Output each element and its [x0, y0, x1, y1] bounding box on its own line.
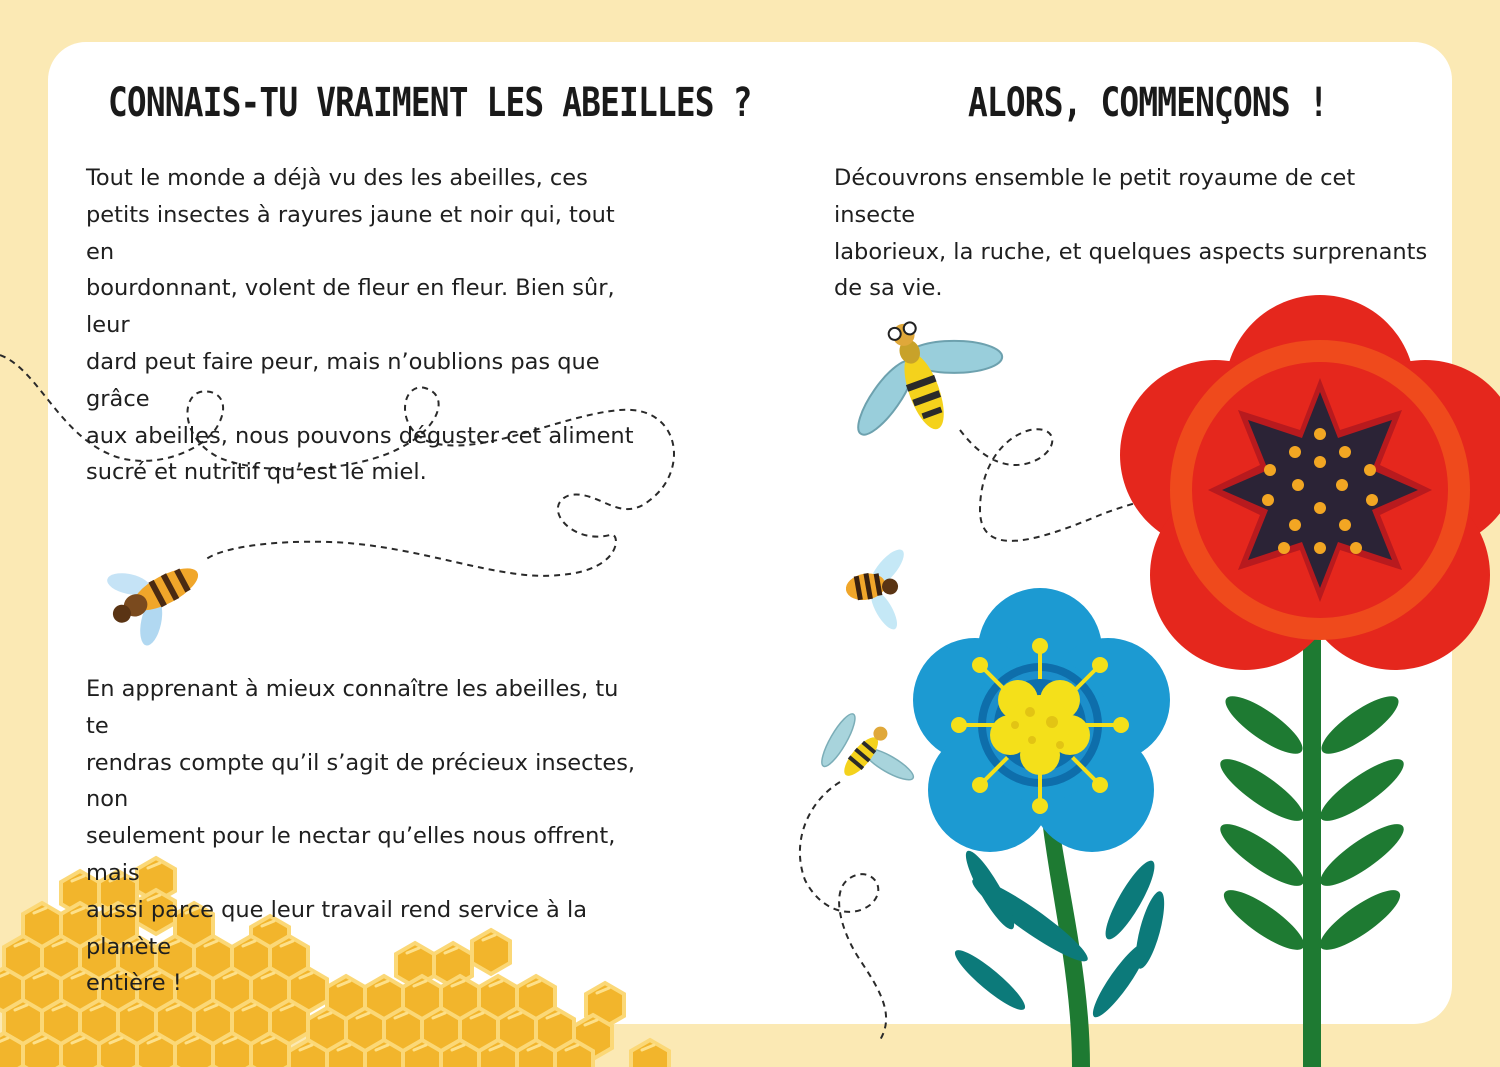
page-title-left: CONNAIS-TU VRAIMENT LES ABEILLES ?	[108, 80, 752, 126]
bee-icon	[93, 534, 219, 659]
right-paragraph-intro: Découvrons ensemble le petit royaume de cet insecte laborieux, la ruche, et quelques aspects surprenants de sa vie.	[834, 165, 1428, 302]
poppy-stem	[1213, 620, 1411, 1067]
bee-icon	[840, 543, 922, 639]
poppy-flower-icon	[1120, 295, 1500, 670]
wasp-icon	[823, 294, 1023, 457]
page-title-right: ALORS, COMMENÇONS !	[968, 80, 1328, 126]
blue-flower-icon	[913, 588, 1170, 852]
wasp-icon	[808, 702, 927, 817]
left-paragraph-intro: Tout le monde a déjà vu des les abeilles, ces petits insectes à rayures jaune et noir qui, tout en bourdonnant, volent de fleur en fleur. Bien sûr, leur dard peut faire peur, mais n’oublions pas que grâce aux abeilles, nous pouvons déguster cet aliment sucré et nutritif qu’est le miel.	[86, 165, 634, 486]
left-paragraph-conclusion: En apprenant à mieux connaître les abeilles, tu te rendras compte qu’il s’agit de précieux insectes, non seulement pour le nectar qu’elles nous offrent, mais aussi parce que leur travail rend service à la planète entière !	[86, 676, 636, 997]
blue-flower-stem	[949, 820, 1170, 1067]
